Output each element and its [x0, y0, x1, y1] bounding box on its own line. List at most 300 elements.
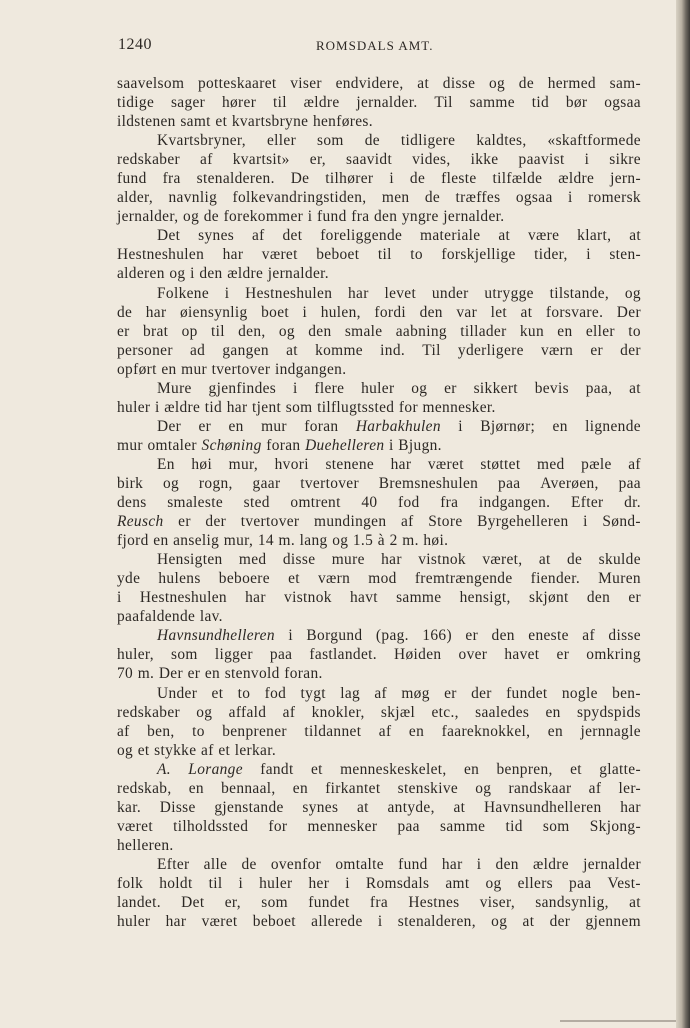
word: sam-	[609, 75, 641, 92]
word: gaar	[252, 474, 281, 492]
word: i	[476, 855, 482, 873]
text-line	[117, 493, 641, 512]
word: Reusch	[117, 513, 164, 531]
word: at	[520, 303, 533, 321]
text-line	[117, 226, 641, 245]
word: mur,	[223, 532, 254, 550]
word: m.	[137, 665, 155, 683]
word: omtalte	[335, 855, 384, 873]
word: pæle	[581, 455, 612, 473]
word: at	[453, 798, 466, 816]
word: var	[456, 303, 478, 321]
word: har	[381, 551, 402, 569]
word: saaledes	[475, 703, 530, 721]
word: foran.	[284, 665, 323, 683]
word: tilhører	[325, 170, 374, 188]
word: skjønt	[528, 589, 569, 607]
text-line	[117, 664, 641, 683]
word: være	[527, 227, 560, 245]
word: Bjørnør;	[480, 417, 536, 435]
word: en	[161, 360, 177, 378]
word: levet	[384, 284, 417, 302]
word: saavelsom	[117, 75, 185, 92]
word: der	[471, 684, 492, 702]
word: saavidt	[346, 151, 393, 169]
text-line	[117, 684, 641, 703]
word: jernnagle	[580, 722, 641, 740]
word: redskab,	[117, 779, 172, 797]
word: smale	[344, 322, 383, 340]
word: værn	[540, 341, 574, 359]
word: og	[163, 474, 180, 492]
word: været	[117, 817, 153, 835]
word: indgangen.	[478, 494, 551, 512]
word: en	[188, 779, 204, 797]
text-line	[117, 379, 641, 398]
word: foran	[304, 417, 339, 435]
text-line	[117, 150, 641, 169]
word: Lorange	[188, 760, 243, 778]
word: birk	[117, 474, 144, 492]
word: i	[377, 913, 383, 931]
word: stenalderen.	[196, 170, 275, 188]
word: men	[381, 189, 410, 207]
word: klart,	[577, 227, 612, 245]
word: kvartsit»	[232, 151, 290, 169]
word: at	[629, 894, 641, 912]
word: lav.	[199, 608, 223, 626]
word: samt	[180, 113, 211, 131]
word: at	[286, 341, 298, 359]
word: m.	[278, 532, 296, 550]
word: er	[444, 684, 457, 702]
word: tilflugtssted	[317, 398, 395, 416]
word: og	[624, 284, 641, 302]
text-line	[117, 93, 641, 112]
word: og	[169, 265, 186, 283]
word: fastlandet.	[309, 646, 377, 664]
word: yde	[117, 570, 141, 588]
word: forekommer	[223, 208, 304, 226]
word: som	[285, 398, 313, 416]
text-line	[117, 855, 641, 874]
word: er	[117, 322, 130, 340]
text-line	[117, 264, 641, 283]
text-line	[117, 188, 641, 207]
word: stykke	[154, 741, 197, 759]
word: sikkert	[473, 379, 518, 397]
text-line	[117, 874, 641, 893]
word: navnlig	[168, 189, 218, 207]
word: redskaber	[117, 151, 180, 169]
word: de	[203, 208, 219, 226]
word: har	[441, 855, 463, 873]
word: et	[310, 760, 323, 778]
word: tygt	[300, 684, 326, 702]
word: amt	[445, 874, 470, 892]
word: nogle	[561, 684, 598, 702]
word: hulen,	[320, 303, 361, 321]
word: har	[145, 303, 167, 321]
word: Kvartsbryner,	[157, 132, 246, 150]
word: at	[538, 551, 551, 569]
word: En	[157, 455, 175, 473]
word: havet	[504, 646, 540, 664]
word: sted	[243, 494, 270, 512]
word: Efter	[570, 494, 604, 512]
word: paa	[498, 474, 521, 492]
word: randskaar	[508, 779, 572, 797]
word: spydspids	[577, 703, 641, 721]
word: folk	[117, 874, 144, 892]
word: Vest-	[607, 874, 641, 892]
word: ad	[189, 341, 206, 359]
word: den	[308, 322, 332, 340]
word: i	[586, 246, 591, 264]
word: den	[586, 589, 611, 607]
word: paafaldende	[117, 608, 196, 626]
text-line	[117, 741, 641, 760]
word: af	[582, 627, 595, 645]
word: Averøen,	[540, 474, 599, 492]
word: jernalder.	[356, 94, 418, 112]
page-header	[118, 36, 640, 58]
word: et	[218, 741, 231, 759]
word: to	[628, 322, 641, 340]
word: allerede	[311, 913, 363, 931]
word: rogn,	[198, 474, 233, 492]
word: ældre	[303, 94, 340, 112]
word: ovenfor	[270, 855, 322, 873]
word: de	[117, 303, 133, 321]
word: ben,	[147, 722, 175, 740]
word: Schøning	[201, 436, 262, 454]
word: fandt	[260, 760, 294, 778]
word: Bjugn.	[398, 436, 442, 454]
word: mennesker.	[422, 398, 496, 416]
word: 166)	[422, 627, 452, 645]
word: Sønd-	[602, 513, 641, 531]
word: tidige	[117, 94, 155, 112]
word: smaleste	[167, 494, 224, 512]
text-line	[117, 626, 641, 645]
word: af	[628, 455, 641, 473]
word: tilfælde	[492, 170, 543, 188]
word: Harbakhulen	[355, 417, 441, 435]
word: samme	[396, 589, 442, 607]
word: Romsdals	[365, 874, 430, 892]
text-line	[117, 912, 641, 931]
word: fra	[369, 894, 389, 912]
word: alder,	[117, 189, 154, 207]
word: beboet	[316, 246, 360, 264]
text-line	[117, 550, 641, 569]
word: beboet	[252, 913, 296, 931]
word: glatte-	[599, 760, 641, 778]
word: i	[117, 589, 122, 607]
text-line	[117, 112, 641, 131]
word: er	[465, 627, 479, 645]
word: hensigt,	[459, 589, 511, 607]
running-title: ROMSDALS AMT.	[316, 38, 434, 53]
page-number: 1240	[118, 36, 152, 53]
word: og	[485, 874, 502, 892]
word: 70	[117, 665, 134, 683]
word: ler-	[618, 779, 641, 797]
word: et	[211, 684, 224, 702]
word: de	[409, 170, 426, 188]
word: og	[183, 208, 200, 226]
word: ligger	[214, 646, 253, 664]
word: i	[302, 303, 308, 321]
word: bennaal,	[221, 779, 276, 797]
word: foran	[266, 436, 301, 454]
word: Folkene	[157, 284, 210, 302]
word: en	[228, 417, 244, 435]
word: boet	[261, 303, 290, 321]
body-text	[117, 74, 641, 931]
word: Der	[157, 417, 182, 435]
word: et	[137, 741, 150, 759]
text-line	[117, 588, 641, 607]
word: fod	[398, 494, 420, 512]
word: det	[282, 227, 303, 245]
word: yngre	[401, 208, 439, 226]
text-line	[117, 474, 641, 493]
word: har	[226, 398, 248, 416]
word: ældre	[532, 855, 569, 873]
word: mundingen	[314, 513, 387, 531]
word: omtaler	[147, 436, 197, 454]
word: er	[556, 646, 570, 664]
word: alderen	[117, 265, 165, 283]
word: Under	[157, 684, 198, 702]
word: den	[419, 303, 443, 321]
text-line	[117, 703, 641, 722]
word: har	[390, 455, 412, 473]
word: Hestnes	[408, 894, 460, 912]
word: gangen	[222, 341, 269, 359]
word: stenalderen,	[397, 913, 476, 931]
word: bør	[565, 94, 588, 112]
word: personer	[117, 341, 173, 359]
word: et	[288, 570, 300, 588]
word: møg	[401, 684, 430, 702]
word: havt	[350, 589, 378, 607]
word: samme	[469, 94, 515, 112]
word: af	[201, 741, 214, 759]
word: Skjong-	[589, 817, 641, 835]
word: vistnok	[284, 589, 332, 607]
word: stenene	[325, 455, 375, 473]
word: gjennem	[585, 913, 641, 931]
word: anselig	[173, 532, 220, 550]
word: Disse	[159, 798, 196, 816]
text-line	[117, 436, 641, 455]
word: to	[192, 722, 205, 740]
word: lang	[299, 532, 328, 550]
word: Muren	[598, 570, 641, 588]
word: af	[117, 722, 130, 740]
text-line	[117, 303, 641, 322]
word: i	[288, 627, 293, 645]
word: m.	[402, 532, 419, 550]
word: som	[542, 817, 570, 835]
word: Til	[422, 341, 441, 359]
word: paa	[618, 474, 641, 492]
word: huler	[361, 379, 395, 397]
word: af	[378, 722, 392, 740]
word: paa	[269, 646, 293, 664]
word: været	[201, 913, 238, 931]
word: Havnsundhelleren	[483, 798, 602, 816]
word: ogsaa	[604, 94, 641, 112]
word: af	[251, 227, 265, 245]
word: synes	[302, 798, 339, 816]
word: og	[489, 75, 506, 92]
word: for	[398, 398, 418, 416]
word: huler	[259, 874, 293, 892]
word: der	[549, 913, 571, 931]
word: mur	[261, 417, 287, 435]
word: under	[431, 284, 469, 302]
page-edge-bottom	[560, 1020, 676, 1022]
word: i	[568, 189, 573, 207]
word: redskaber	[117, 703, 180, 721]
word: der	[620, 341, 641, 359]
word: hører	[221, 94, 257, 112]
word: træffes	[455, 189, 501, 207]
word: mur,	[228, 455, 259, 473]
word: tildannet	[304, 722, 362, 740]
word: omkring	[586, 646, 641, 664]
word: opført	[117, 360, 157, 378]
word: tvertover	[300, 474, 359, 492]
word: været	[427, 455, 464, 473]
text-line	[117, 322, 641, 341]
word: Det	[181, 894, 205, 912]
word: at	[356, 798, 369, 816]
word: huler,	[117, 646, 154, 664]
word: fra	[162, 170, 181, 188]
word: sten-	[609, 246, 641, 264]
word: folkevandringstiden,	[232, 189, 367, 207]
word: ben-	[612, 684, 641, 702]
word: lignende	[585, 417, 641, 435]
word: har	[222, 246, 244, 264]
word: etc.,	[431, 703, 459, 721]
word: en	[463, 760, 480, 778]
word: den	[199, 265, 223, 283]
text-line	[117, 779, 641, 798]
text-line	[117, 131, 641, 150]
word: Hestneshulen	[117, 246, 205, 264]
word: der	[205, 513, 227, 531]
word: til	[208, 874, 223, 892]
word: aabning	[395, 322, 447, 340]
word: Hestneshulen	[139, 589, 227, 607]
word: og	[332, 532, 349, 550]
word: tid	[531, 94, 550, 112]
text-line	[117, 341, 641, 360]
word: er	[187, 665, 201, 683]
text-line	[117, 607, 641, 626]
word: indgangen.	[274, 360, 347, 378]
word: og	[196, 703, 213, 721]
word: fiender.	[530, 570, 581, 588]
word: tidligere	[400, 132, 456, 150]
word: materiale	[420, 227, 481, 245]
word: i	[458, 417, 463, 435]
word: ogsaa	[515, 189, 553, 207]
word: mennesker	[307, 817, 378, 835]
word: kaldtes,	[476, 132, 527, 150]
word: i	[238, 874, 244, 892]
word: forskjellige	[441, 246, 516, 264]
word: Der	[616, 303, 641, 321]
word: paa	[397, 817, 420, 835]
word: og	[278, 322, 295, 340]
word: de	[518, 75, 535, 92]
word: en	[547, 722, 564, 740]
word: af	[401, 513, 414, 531]
word: «skaftformede	[547, 132, 641, 150]
word: en	[557, 322, 573, 340]
word: paa,	[585, 379, 613, 397]
word: fordi	[374, 303, 407, 321]
word: og	[117, 741, 134, 759]
word: til	[377, 246, 392, 264]
word: af	[588, 779, 602, 797]
text-line	[117, 284, 641, 303]
word: øiensynlig	[179, 303, 248, 321]
word: Havnsundhelleren	[157, 627, 275, 645]
word: hulens	[158, 570, 201, 588]
word: er	[198, 417, 212, 435]
word: affald	[228, 703, 267, 721]
word: for	[268, 817, 288, 835]
word: sikre	[609, 151, 641, 169]
word: Der	[158, 665, 183, 683]
word: flere	[314, 379, 345, 397]
word: har	[348, 284, 369, 302]
word: bevis	[534, 379, 569, 397]
text-line	[117, 836, 641, 855]
word: som	[171, 646, 198, 664]
word: Høiden	[394, 646, 442, 664]
word: menneskeskelet,	[340, 760, 447, 778]
word: holdt	[159, 874, 193, 892]
word: ældre	[558, 170, 595, 188]
word: jernalder.	[443, 208, 505, 226]
word: en	[552, 417, 568, 435]
word: brat	[142, 322, 169, 340]
word: Hestneshulen	[245, 284, 333, 302]
word: Mure	[157, 379, 192, 397]
word: er,	[309, 151, 327, 169]
word: let	[490, 303, 508, 321]
word: to	[410, 246, 423, 264]
word: komme	[315, 341, 363, 359]
word: utrygge	[484, 284, 534, 302]
word: fod	[264, 684, 287, 702]
word: 14	[257, 532, 274, 550]
word: tider,	[534, 246, 568, 264]
word: og	[491, 913, 508, 931]
word: ældre	[227, 265, 264, 283]
word: beboere	[218, 570, 270, 588]
word: de	[364, 132, 380, 150]
